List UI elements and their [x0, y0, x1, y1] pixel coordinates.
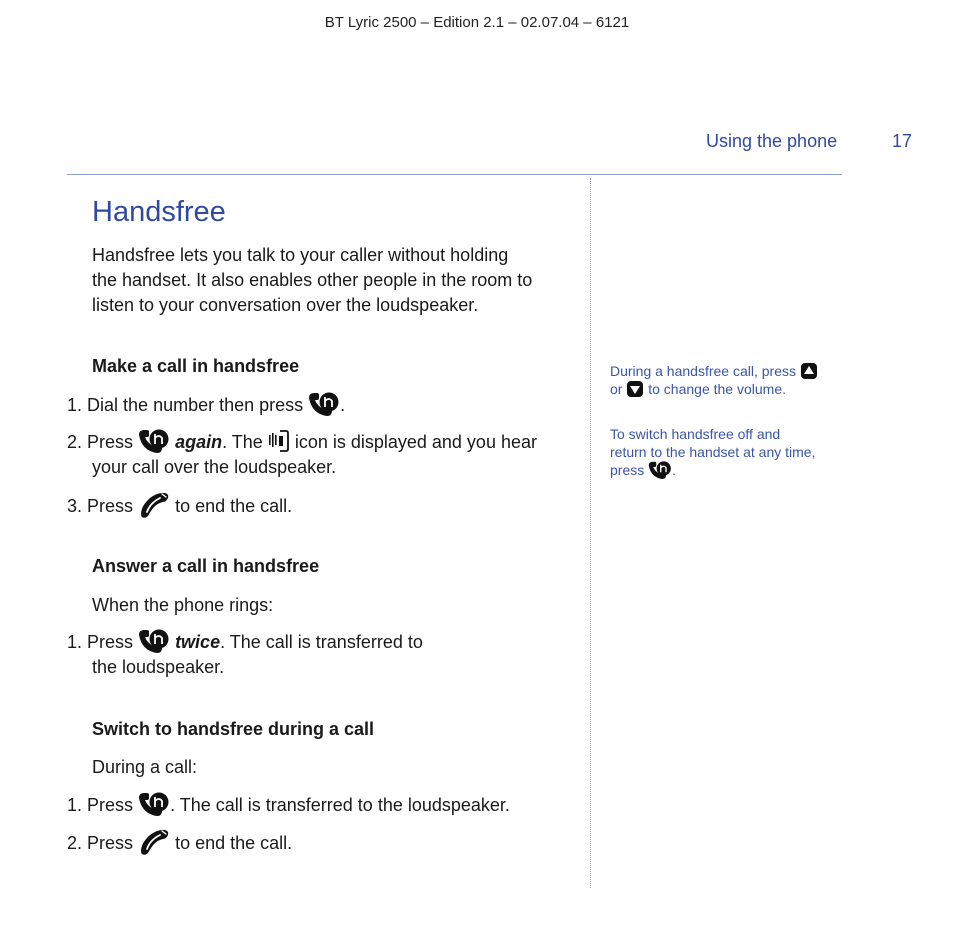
- handsfree-key-icon: [138, 628, 170, 654]
- handsfree-key-icon: [138, 428, 170, 454]
- step-press: Press: [87, 795, 134, 815]
- switch-call-step-2: [67, 830, 292, 858]
- make-call-step-2: [67, 430, 537, 456]
- answer-call-heading: Answer a call in handsfree: [92, 556, 320, 576]
- step-press: Press: [87, 495, 134, 516]
- step-number: 2.: [67, 432, 83, 452]
- handsfree-key-icon: [308, 391, 340, 417]
- tip-volume-line-1: [610, 362, 818, 381]
- step-rest: . The call is transferred to the loudspeaker.: [170, 795, 510, 815]
- switch-call-intro: During a call:: [92, 757, 198, 777]
- up-arrow-key-icon: [800, 362, 818, 380]
- step-rest: icon is displayed and you hear: [294, 432, 537, 452]
- step-the: . The: [222, 432, 263, 452]
- make-call-heading: Make a call in handsfree: [92, 356, 300, 376]
- page-title: Handsfree: [92, 196, 226, 228]
- intro-line-1: Handsfree lets you talk to your caller without holding: [92, 245, 509, 265]
- answer-call-intro: When the phone rings:: [92, 595, 274, 615]
- step-number: 1.: [67, 795, 83, 815]
- step-number: 2.: [67, 832, 83, 853]
- section-title: Using the phone: [706, 131, 838, 151]
- intro-line-2: the handset. It also enables other people in the room to: [92, 270, 533, 290]
- make-call-step-1: [67, 393, 345, 419]
- step-end: .: [340, 395, 346, 415]
- emphasis-again: again: [175, 432, 223, 452]
- end-call-key-icon: [138, 828, 170, 856]
- loudspeaker-display-icon: [268, 428, 290, 454]
- intro-line-3: listen to your conversation over the loudspeaker.: [92, 295, 479, 315]
- down-arrow-key-icon: [626, 380, 644, 398]
- tip-volume-line-2: [610, 380, 786, 399]
- tip-switch-line-2: return to the handset at any time,: [610, 444, 816, 460]
- step-prefix: 1. Press: [67, 632, 134, 652]
- edition-line: BT Lyric 2500 – Edition 2.1 – 02.07.04 – 6121: [324, 14, 630, 31]
- switch-call-step-1: [67, 793, 510, 819]
- step-press: Press: [87, 432, 134, 452]
- answer-call-step-1: [67, 630, 423, 656]
- step-number: 3.: [67, 495, 83, 516]
- page-number: 17: [892, 131, 913, 151]
- make-call-step-2-line-2: your call over the loudspeaker.: [92, 457, 337, 477]
- tip-rest: to change the volume.: [648, 381, 786, 397]
- tip-switch-line-1: To switch handsfree off and: [610, 426, 781, 442]
- step-rest: . The call is transferred to: [220, 632, 423, 652]
- handsfree-key-icon: [138, 791, 170, 817]
- column-divider: [590, 178, 591, 888]
- tip-end: .: [672, 462, 677, 478]
- answer-call-step-1-line-2: the loudspeaker.: [92, 657, 225, 677]
- step-text: Dial the number then press: [87, 395, 304, 415]
- step-rest: to end the call.: [175, 495, 293, 516]
- handsfree-key-icon: [648, 460, 672, 480]
- tip-switch-line-3: [610, 461, 676, 481]
- tip-or: or: [610, 381, 623, 397]
- tip-press: press: [610, 462, 645, 478]
- step-rest: to end the call.: [175, 832, 293, 853]
- make-call-step-3: [67, 493, 292, 521]
- step-press: Press: [87, 832, 134, 853]
- tip-text: During a handsfree call, press: [610, 363, 796, 379]
- emphasis-twice: twice: [175, 632, 221, 652]
- end-call-key-icon: [138, 491, 170, 519]
- header-rule: [67, 174, 842, 175]
- step-number: 1.: [67, 395, 83, 415]
- switch-call-heading: Switch to handsfree during a call: [92, 719, 375, 739]
